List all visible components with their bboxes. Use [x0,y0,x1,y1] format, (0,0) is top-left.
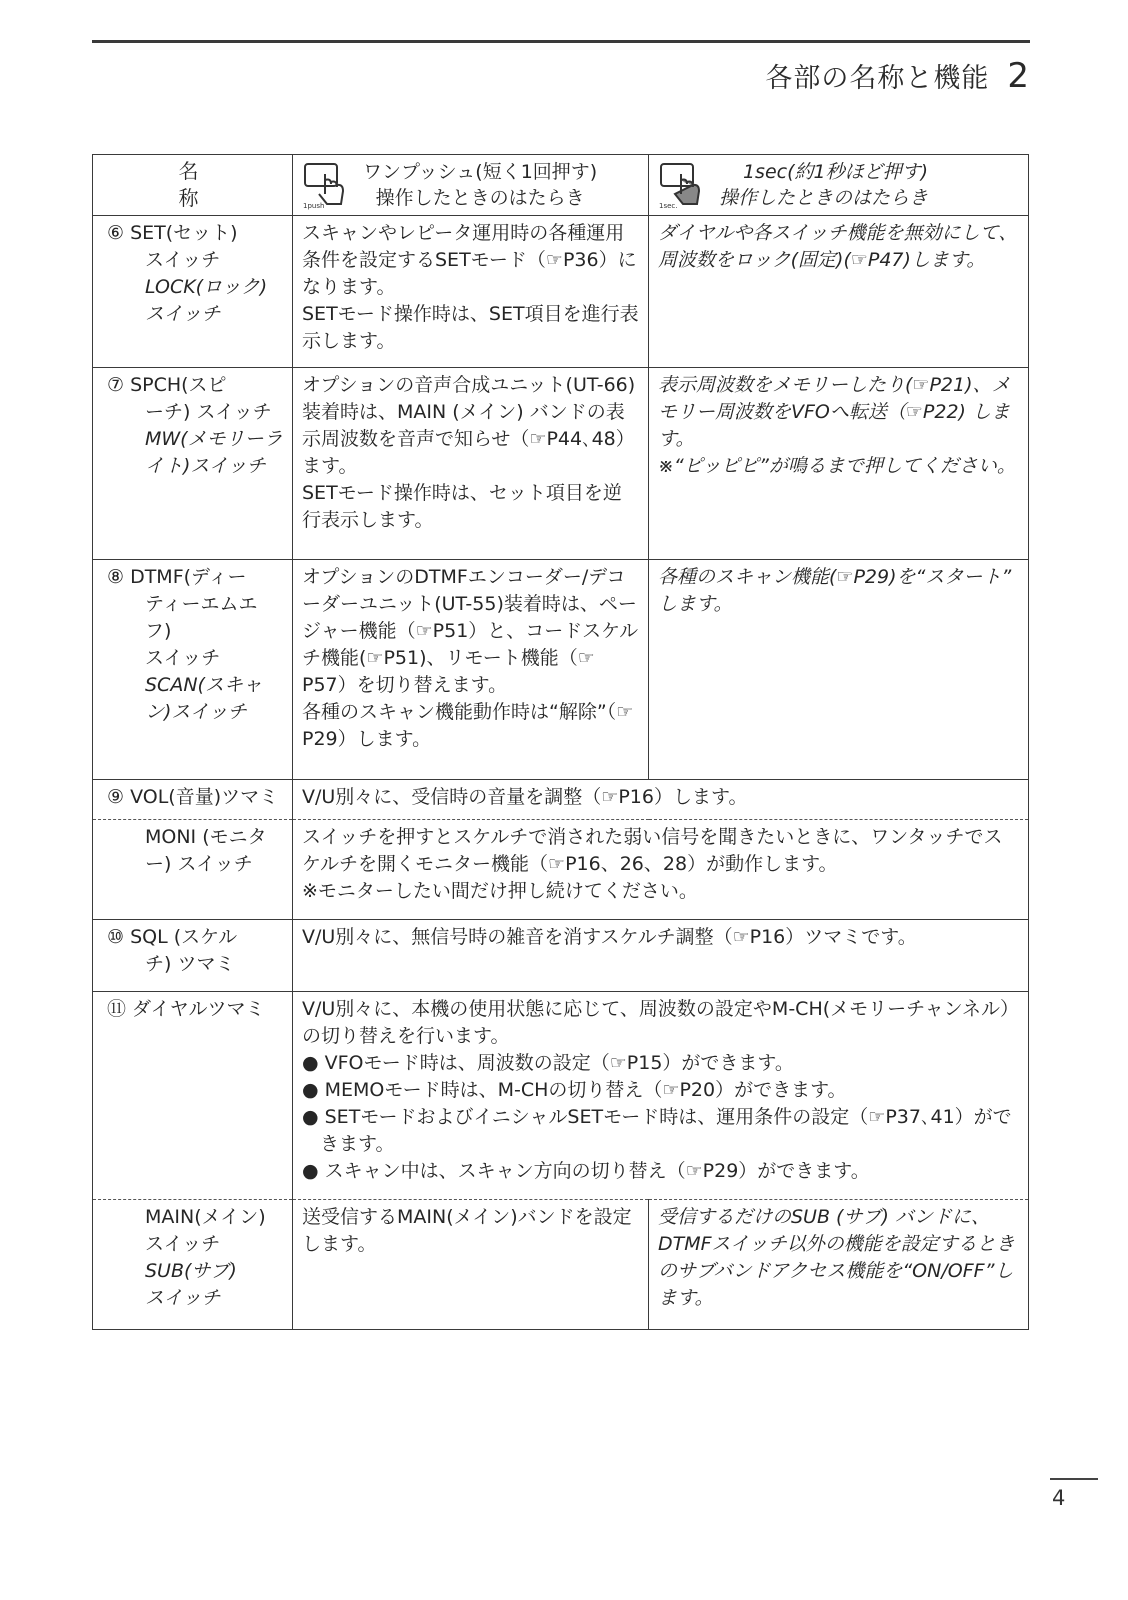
name-line: スイッチ [145,249,221,271]
name-line: ⑪ ダイヤルツマミ [107,998,265,1020]
dial-desc: V/U別々に、本機の使用状態に応じて、周波数の設定やM-CH(メモリーチャンネル）の切り替えを行います。 [302,998,1020,1047]
name-line: スイッチ [145,1233,221,1255]
name-line: スイッチ [145,647,221,669]
sec-desc: 受信するだけのSUB (サブ) バンドに、DTMFスイッチ以外の機能を設定するときのサブバンドアクセス機能を“ON/OFF”します。 [649,1200,1029,1330]
name-line: ⑥ SET(セット) [107,222,238,244]
table-row [93,920,1029,992]
push-desc: オプションのDTMFエンコーダー/デコーダーユニット(UT-55)装着時は、ページャー機能（☞P51）と、コードスケルチ機能(☞P51)、リモート機能（☞P57）を切り替えます。 各種のスキャン機能動作時は“解除”（☞P29）します。 [293,560,649,780]
name-line: ティーエムエフ) [145,593,258,642]
list-item: ● SETモードおよびイニシャルSETモード時は、運用条件の設定（☞P37､41）ができます。 [302,1106,1012,1155]
list-item: ● スキャン中は、スキャン方向の切り替え（☞P29）ができます。 [302,1160,870,1182]
name-line: SCAN(スキャ [145,674,262,696]
table-row [93,216,1029,368]
name-line: SUB(サブ) [145,1260,237,1282]
table-row [93,992,1029,1200]
row-name-moni [93,820,293,920]
name-line: MW(メモリーラ [145,428,283,450]
row-name-set [93,216,293,368]
table-row [93,820,1029,920]
push-desc: 送受信するMAIN(メイン)バンドを設定します。 [293,1200,649,1330]
push-desc: スキャンやレピータ運用時の各種運用条件を設定するSETモード（☞P36）になります。 SETモード操作時は、SET項目を進行表示します。 [293,216,649,368]
finger-hold-icon [657,160,709,210]
push-icon-label: 1push [303,202,325,210]
table-row [93,560,1029,780]
name-line: ン)スイッチ [145,701,247,723]
table-header-row [93,155,1029,216]
sec-header-line1: 1sec(約1秒ほど押す) [742,161,929,183]
finger-push-icon [301,160,353,210]
chapter-title: 各部の名称と機能 [765,63,990,94]
row-name-dial [93,992,293,1200]
table-row [93,368,1029,560]
push-header-line2: 操作したときのはたらき [375,187,585,209]
push-desc: オプションの音声合成ユニット(UT-66) 装着時は、MAIN (メイン) バンドの表示周波数を音声で知らせ（☞P44､48）ます。 SETモード操作時は、セット項目を逆行表示します。 [293,368,649,560]
chapter-number: 2 [1007,56,1030,96]
table-row [93,780,1029,820]
name-column-header: 名 称 [93,155,293,216]
footer-rule [1050,1478,1098,1480]
name-line: ⑩ SQL (スケル [107,926,238,948]
name-line: ーチ) スイッチ [145,401,272,423]
name-line: イト)スイッチ [145,455,266,477]
sec-column-header [649,155,1029,216]
full-desc: V/U別々に、無信号時の雑音を消すスケルチ調整（☞P16）ツマミです。 [293,920,1029,992]
name-line: ⑧ DTMF(ディー [107,566,247,588]
name-line: チ) ツマミ [145,953,235,975]
hold-icon-label: 1sec. [659,202,678,210]
table-row [93,1200,1029,1330]
name-line: ⑦ SPCH(スピ [107,374,227,396]
name-line: MAIN(メイン) [145,1206,266,1228]
row-name-spch [93,368,293,560]
name-line: LOCK(ロック) [145,276,268,298]
functions-table [92,154,1029,1330]
full-desc-dial [293,992,1029,1200]
push-column-header [293,155,649,216]
name-line: スイッチ [145,303,221,325]
page-number: 4 [1052,1486,1066,1510]
full-desc: スイッチを押すとスケルチで消された弱い信号を聞きたいときに、ワンタッチでスケルチを開くモニター機能（☞P16、26、28）が動作します。 ※モニターしたい間だけ押し続けてください。 [293,820,1029,920]
page-header [765,56,1030,96]
name-line: ⑨ VOL(音量)ツマミ [107,786,279,808]
sec-desc: 各種のスキャン機能(☞P29)を“スタート” します。 [649,560,1029,780]
sec-desc: 表示周波数をメモリーしたり(☞P21)、メモリー周波数をVFOへ転送（☞P22) します。 ※“ピッピピ”が鳴るまで押してください。 [649,368,1029,560]
name-line: ー) スイッチ [145,853,253,875]
header-rule [92,40,1030,43]
name-line: スイッチ [145,1287,221,1309]
row-name-main [93,1200,293,1330]
name-line: MONI (モニタ [145,826,267,848]
sec-desc: ダイヤルや各スイッチ機能を無効にして、周波数をロック(固定)(☞P47)します。 [649,216,1029,368]
full-desc: V/U別々に、受信時の音量を調整（☞P16）します。 [293,780,1029,820]
row-name-sql [93,920,293,992]
row-name-dtmf [93,560,293,780]
sec-header-line2: 操作したときのはたらき [719,187,929,209]
list-item: ● MEMOモード時は、M-CHの切り替え（☞P20）ができます。 [302,1079,847,1101]
list-item: ● VFOモード時は、周波数の設定（☞P15）ができます。 [302,1052,794,1074]
row-name-vol [93,780,293,820]
push-header-line1: ワンプッシュ(短く1回押す) [363,161,598,183]
